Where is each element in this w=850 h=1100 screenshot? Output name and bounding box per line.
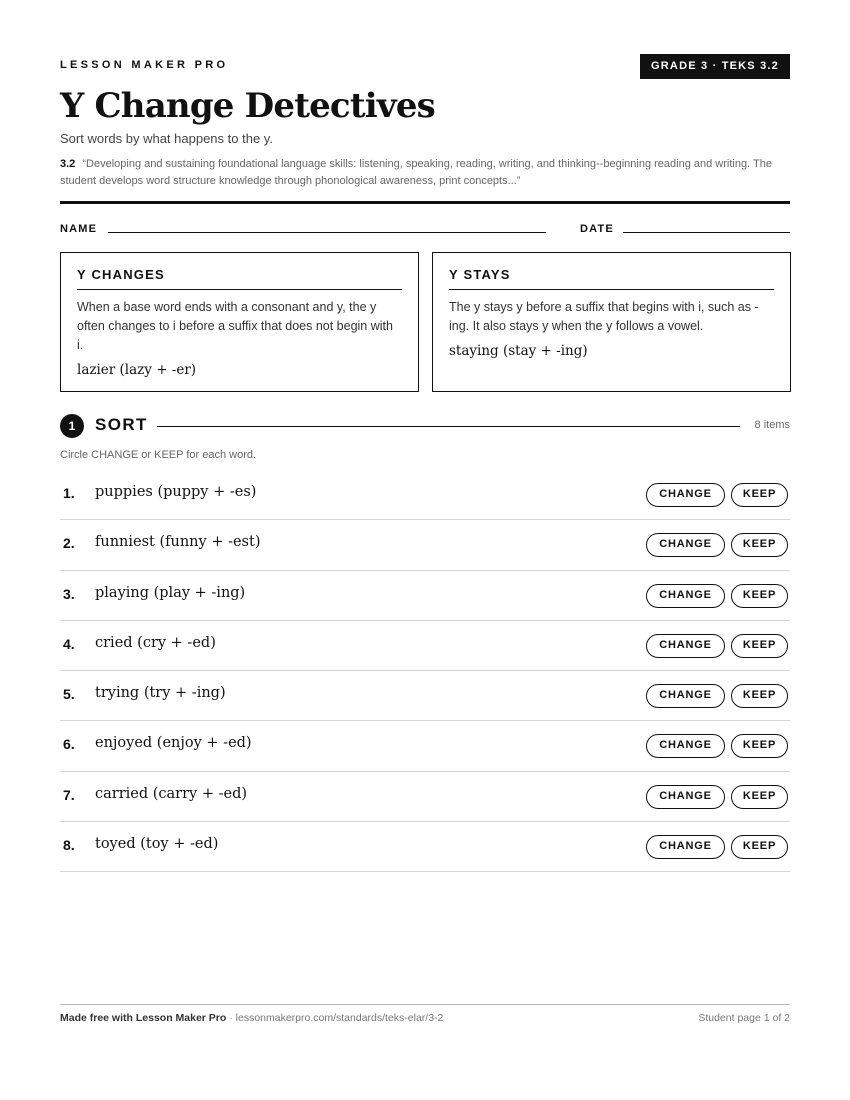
rule-example: lazier (lazy + -er) — [77, 362, 197, 378]
keep-choice[interactable]: KEEP — [731, 785, 788, 809]
change-choice[interactable]: CHANGE — [646, 734, 725, 758]
footer-divider — [60, 1004, 790, 1005]
keep-choice[interactable]: KEEP — [731, 684, 788, 708]
item-word: playing (play + -ing) — [95, 584, 246, 601]
item-number: 5. — [63, 686, 75, 703]
item-number: 2. — [63, 535, 75, 552]
item-count: 8 items — [754, 419, 790, 431]
section-instructions: Circle CHANGE or KEEP for each word. — [60, 449, 257, 461]
name-field-line[interactable] — [108, 232, 546, 233]
change-choice[interactable]: CHANGE — [646, 684, 725, 708]
item-word: puppies (puppy + -es) — [95, 484, 257, 500]
standard-description — [60, 156, 795, 190]
sort-item — [60, 470, 790, 520]
item-number: 8. — [63, 837, 75, 854]
footer-credit — [60, 1012, 443, 1024]
standard-code: 3.2 — [60, 158, 76, 170]
section-divider — [157, 426, 740, 427]
keep-choice[interactable]: KEEP — [731, 533, 788, 557]
footer-page-number: Student page 1 of 2 — [698, 1012, 790, 1024]
rule-text: When a base word ends with a consonant and y, the y often changes to i before a suffix that does not begin with i. — [77, 300, 393, 352]
footer-url[interactable]: · lessonmakerpro.com/standards/teks-elar/3-2 — [226, 1012, 444, 1024]
keep-choice[interactable]: KEEP — [731, 835, 788, 859]
rule-box-y-stays — [432, 252, 791, 392]
date-field-line[interactable] — [623, 232, 790, 233]
change-choice[interactable]: CHANGE — [646, 533, 725, 557]
item-number: 1. — [63, 485, 75, 501]
standard-text: “Developing and sustaining foundational language skills: listening, speaking, reading, writing, and thinking--beginning reading and writing. The student develops word structure knowledge through phonological awareness, print concepts...” — [60, 158, 772, 187]
rule-example: staying (stay + -ing) — [449, 343, 588, 359]
name-label: NAME — [60, 223, 98, 235]
keep-choice[interactable]: KEEP — [731, 483, 788, 507]
rule-text: The y stays y before a suffix that begins with i, such as -ing. It also stays y when the y follows a vowel. — [449, 300, 759, 333]
keep-choice[interactable]: KEEP — [731, 734, 788, 758]
grade-badge: GRADE 3 · TEKS 3.2 — [640, 54, 790, 79]
item-word: trying (try + -ing) — [95, 685, 226, 702]
change-choice[interactable]: CHANGE — [646, 634, 725, 658]
rule-title: Y CHANGES — [77, 267, 402, 290]
change-choice[interactable]: CHANGE — [646, 483, 725, 507]
rule-box-y-changes — [60, 252, 419, 392]
change-choice[interactable]: CHANGE — [646, 584, 725, 608]
sort-item — [60, 772, 790, 822]
sort-item — [60, 621, 790, 671]
keep-choice[interactable]: KEEP — [731, 584, 788, 608]
worksheet-subtitle: Sort words by what happens to the y. — [60, 131, 273, 146]
section-number-badge: 1 — [60, 414, 84, 438]
keep-choice[interactable]: KEEP — [731, 634, 788, 658]
item-word: cried (cry + -ed) — [95, 634, 216, 651]
item-number: 3. — [63, 585, 75, 602]
sort-item — [60, 571, 790, 621]
worksheet-title: Y Change Detectives — [60, 86, 435, 126]
rule-title: Y STAYS — [449, 267, 774, 290]
section-title: SORT — [95, 415, 148, 434]
item-number: 6. — [63, 736, 75, 753]
footer-made-with: Made free with Lesson Maker Pro — [60, 1012, 227, 1024]
change-choice[interactable]: CHANGE — [646, 785, 725, 809]
date-label: DATE — [580, 223, 614, 235]
item-word: toyed (toy + -ed) — [95, 836, 219, 853]
change-choice[interactable]: CHANGE — [646, 835, 725, 859]
sort-item — [60, 520, 790, 570]
sort-item-list — [60, 470, 790, 872]
item-word: carried (carry + -ed) — [95, 785, 248, 802]
sort-item — [60, 721, 790, 771]
item-word: enjoyed (enjoy + -ed) — [95, 735, 252, 752]
brand-name: LESSON MAKER PRO — [60, 59, 229, 71]
header-divider — [60, 201, 790, 204]
item-number: 7. — [63, 786, 75, 803]
sort-item — [60, 822, 790, 872]
item-number: 4. — [63, 635, 75, 652]
item-word: funniest (funny + -est) — [95, 534, 261, 551]
sort-item — [60, 671, 790, 721]
